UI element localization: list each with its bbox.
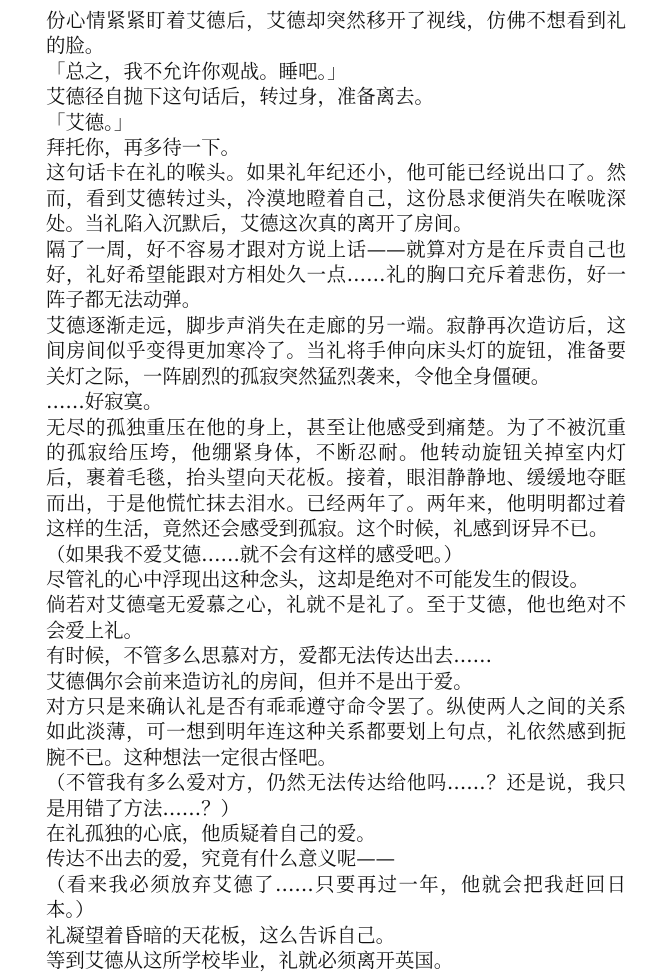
paragraph: 「总之，我不允许你观战。睡吧。」 bbox=[46, 59, 347, 83]
paragraph: 在礼孤独的心底，他质疑着自己的爱。 bbox=[46, 822, 376, 845]
document-page bbox=[46, 8, 626, 973]
paragraph: 艾德径自抛下这句话后，转过身，准备离去。 bbox=[46, 85, 434, 109]
paragraph: 有时候，不管多么思慕对方，爱都无法传达出去…… bbox=[46, 644, 492, 668]
paragraph: 隔了一周，好不容易才跟对方说上话——就算对方是在斥责自己也好，礼好希望能跟对方相处久一点……礼的胸口充斥着悲伤，好一阵子都无法动弹。 bbox=[46, 237, 626, 312]
paragraph: 这句话卡在礼的喉头。如果礼年纪还小，他可能已经说出口了。然而，看到艾德转过头，冷漠地瞪着自己，这份恳求便消失在喉咙深处。当礼陷入沉默后，艾德这次真的离开了房间。 bbox=[46, 161, 626, 236]
paragraph: 传达不出去的爱，究竟有什么意义呢—— bbox=[46, 847, 396, 871]
paragraph: 艾德偶尔会前来造访礼的房间，但并不是出于爱。 bbox=[46, 669, 473, 693]
paragraph: 倘若对艾德毫无爱慕之心，礼就不是礼了。至于艾德，他也绝对不会爱上礼。 bbox=[46, 593, 626, 642]
paragraph: 礼凝望着昏暗的天花板，这么告诉自己。 bbox=[46, 923, 396, 947]
paragraph: （不管我有多么爱对方，仍然无法传达给他吗……？还是说，我只是用错了方法……？） bbox=[46, 771, 626, 820]
paragraph: 对方只是来确认礼是否有乖乖遵守命令罢了。纵使两人之间的关系如此淡薄，可一想到明年连这种关系都要划上句点，礼依然感到扼腕不已。这种想法一定很古怪吧。 bbox=[46, 694, 626, 769]
paragraph: 「艾德。」 bbox=[46, 110, 134, 134]
paragraph: 等到艾德从这所学校毕业，礼就必须离开英国。 bbox=[46, 949, 454, 973]
paragraph: （如果我不爱艾德……就不会有这样的感受吧。） bbox=[46, 542, 463, 566]
paragraph: 拜托你，再多待一下。 bbox=[46, 136, 240, 160]
paragraph: （看来我必须放弃艾德了……只要再过一年，他就会把我赶回日本。） bbox=[46, 872, 626, 922]
paragraph: 无尽的孤独重压在他的身上，甚至让他感受到痛楚。为了不被沉重的孤寂给压垮，他绷紧身体，不断忍耐。他转动旋钮关掉室内灯后，裹着毛毯，抬头望向天花板。接着，眼泪静静地、缓缓地夺眶而出，于是他慌忙抹去泪水。已经两年了。两年来，他明明都过着这样的生活，竟然还会感受到孤寂。这个时候，礼感到讶异不已。 bbox=[46, 415, 626, 541]
paragraph: 艾德逐渐走远，脚步声消失在走廊的另一端。寂静再次造访后，这间房间似乎变得更加寒冷了。当礼将手伸向床头灯的旋钮，准备要关灯之际，一阵剧烈的孤寂突然猛烈袭来，令他全身僵硬。 bbox=[46, 313, 626, 388]
paragraph: ……好寂寞。 bbox=[46, 390, 163, 414]
paragraph: 尽管礼的心中浮现出这种念头，这却是绝对不可能发生的假设。 bbox=[46, 567, 589, 591]
paragraph: 份心情紧紧盯着艾德后，艾德却突然移开了视线，仿佛不想看到礼的脸。 bbox=[46, 9, 626, 58]
